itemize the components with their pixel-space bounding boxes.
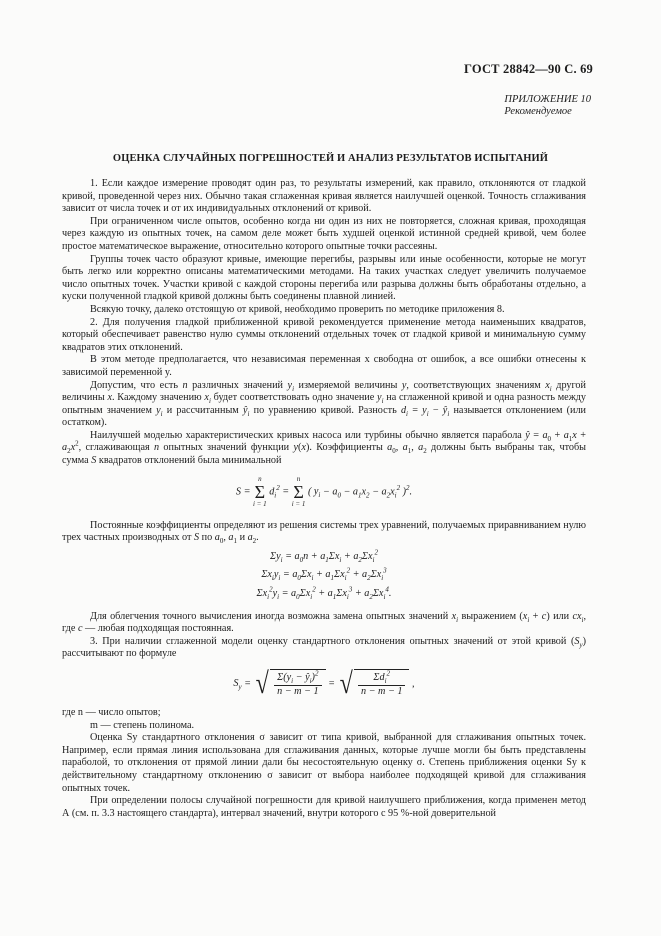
paragraph: Группы точек часто образуют кривые, имеющие перегибы, разрывы или иные особенности, которые не могут быть легко или корректно описаны математическими методами. На таких участках следует увеличить получаемое число опытных точек. Участки кривой с каждой стороны перегиба или разрыва должны быть обработаны отдельно, а куски полученной гладкой кривой должны быть соединены плавной линией.: [62, 253, 586, 303]
paragraph: В этом методе предполагается, что независимая переменная x свободна от ошибок, а все ошибки отнесены к зависимой переменной y.: [62, 354, 586, 378]
paragraph: При определении полосы случайной погрешности для кривой наилучшего приближения, когда применен метод А (см. п. 3.3 настоящего стандарта), интервал значений, внутри которого с 95 %-ной доверительной: [62, 795, 586, 819]
document-title: ОЦЕНКА СЛУЧАЙНЫХ ПОГРЕШНОСТЕЙ И АНАЛИЗ РЕЗУЛЬТАТОВ ИСПЫТАНИЙ: [112, 153, 549, 164]
formula-std-deviation: $S_y$ = √ $\frac{\Sigma(y_i - ŷ_i)^2}{n - m - 1}$ = √ $\frac{\Sigma d_i^2}{n - m - 1}$ ,: [233, 667, 415, 700]
paragraph: Постоянные коэффициенты определяют из решения системы трех уравнений, получаемых приравниванием нулю трех частных производных от S по $a_0$, $a_1$ и $a_2$.: [62, 519, 586, 546]
equation-2: $\Sigma x_iy_i = a_0\Sigma x_i + a_1\Sigma x_i^2 + a_2\Sigma x_i^3$: [261, 567, 387, 583]
formula-sum-squares: S = n Σ i = 1 $d_i^2$ = n Σ i = 1 ( $y_i - a_0 - a_1x_2 - a_2x_i^2$ )$^2$.: [235, 474, 413, 508]
paragraph: Оценка Sy стандартного отклонения σ зависит от типа кривой, выбранной для сглаживания опытных точек. Например, если прямая линия использована для сглаживания данных, которые лучше могли бы быть представлены параболой, то отклонения от прямой линии дали бы несостоятельную оценку σ. Степень приближения оценки Sy к действительному стандартному отклонению σ зависит от выбора наиболее подходящей кривой для сглаживания опытных точек.: [62, 732, 586, 794]
page-header: ГОСТ 28842—90 С. 69: [464, 62, 593, 76]
paragraph: 2. Для получения гладкой приближенной кривой рекомендуется применение метода наименьших квадратов, который обеспечивает равенство нулю суммы отклонений отдельных точек от гладкой кривой и минимальную сумму квадратов этих отклонений.: [62, 316, 586, 353]
paragraph: 3. При наличии сглаженной модели оценку стандартного отклонения опытных значений от этой кривой $(S_y)$ рассчитывают по формуле: [62, 635, 586, 660]
appendix-label-block: [504, 94, 591, 118]
paragraph: При ограниченном числе опытов, особенно когда ни один из них не повторяется, сложная кривая, проходящая через каждую из опытных точек, на самом деле может быть худшей оценкой истинной средней кривой, чем более простое математическое выражение, относительно которого опытные точки рассеяны.: [62, 215, 586, 252]
paragraph: Для облегчения точного вычисления иногда возможна замена опытных значений $x_i$ выражением $(x_i + c)$ или $cx_i$, где c — любая подходящая постоянная.: [62, 610, 586, 635]
where-line: где n — число опытов;: [62, 707, 161, 718]
paragraph: Всякую точку, далеко отстоящую от кривой, необходимо проверить по методике приложения 8.: [90, 303, 505, 315]
equation-3: $\Sigma x_i^2y_i = a_0\Sigma x_i^2 + a_1\Sigma x_i^3 + a_2\Sigma x_i^4$.: [256, 585, 392, 602]
paragraph: Наилучшей моделью характеристических кривых насоса или турбины обычно является парабола ŷ = $a_0 + a_1x + a_2x^2$, сглаживающая n опытных значений функции y(x). Коэффициенты $a_0$, $a_1$, $a_2$ должны быть выбраны так, чтобы сумма S квадратов отклонений была минимальной: [62, 429, 587, 467]
document-body: [62, 178, 586, 820]
appendix-note: Рекомендуемое: [504, 106, 572, 117]
where-line: m — степень полинома.: [90, 719, 195, 731]
appendix-label: ПРИЛОЖЕНИЕ 10: [504, 94, 591, 105]
paragraph: 1. Если каждое измерение проводят один раз, то результаты измерений, как правило, отклоняются от гладкой кривой, проведенной через них. Обычно такая сглаженная кривая является наилучшей оценкой. Точность сглаживания зависит от числа точек и от их индивидуальных отклонений от кривой.: [62, 178, 586, 215]
equation-1: $\Sigma y_i = a_0n + a_1\Sigma x_i + a_2\Sigma x_i^2$: [270, 548, 378, 564]
paragraph: Допустим, что есть n различных значений $y_i$ измеряемой величины y, соответствующих значениям $x_i$ другой величины x. Каждому значению $x_i$ будет соответствовать одно значение $y_i$ на сглаженной кривой и одна разность между опытным значением $y_i$ и рассчитанным $ŷ_i$ по уравнению кривой. Разность $d_i = y_i$ − $ŷ_i$ называется отклонением (или остатком).: [62, 379, 587, 429]
